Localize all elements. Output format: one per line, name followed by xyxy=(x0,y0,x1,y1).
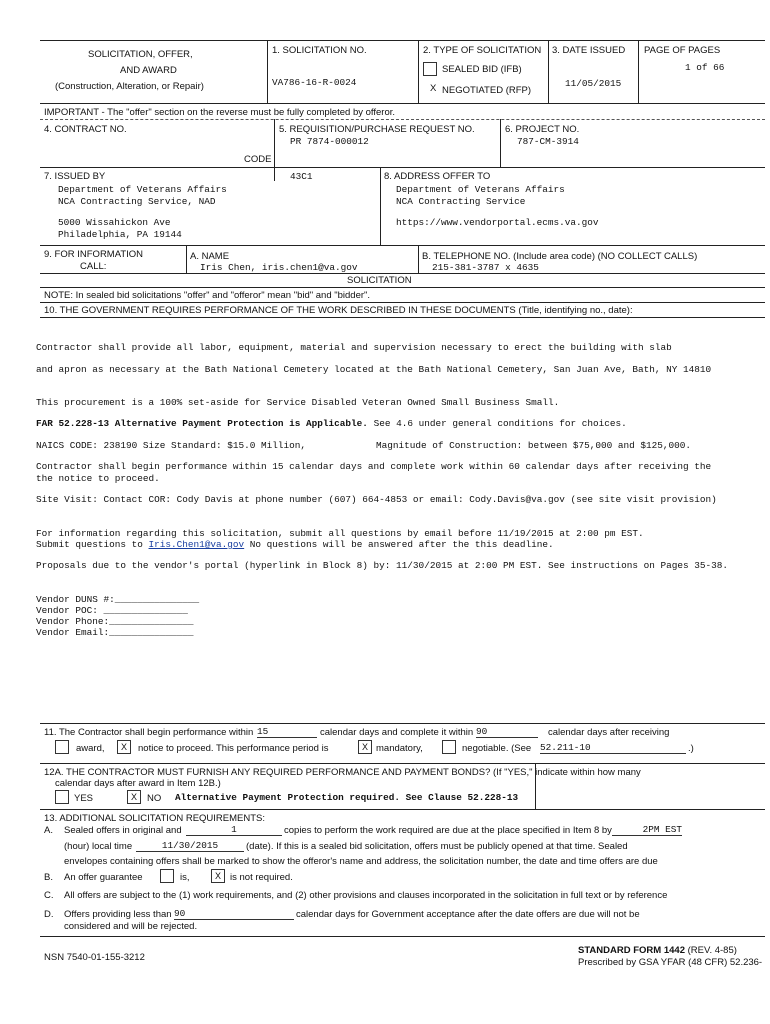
contract-no-label: 4. CONTRACT NO. xyxy=(44,124,127,135)
rule xyxy=(267,40,268,103)
block12a-line1: 12A. THE CONTRACTOR MUST FURNISH ANY REQUIRED PERFORMANCE AND PAYMENT BONDS? (If "YES," indicate within how many xyxy=(44,767,641,778)
questions-paragraph-1: For information regarding this solicitation, submit all questions by email before 11/19/2015 at 2:00 pm EST. xyxy=(36,528,644,539)
requisition-label: 5. REQUISITION/PURCHASE REQUEST NO. xyxy=(279,124,475,135)
block13-a-mid: copies to perform the work required are due at the place specified in Item 8 by xyxy=(284,825,612,836)
rule xyxy=(274,119,275,167)
set-aside-paragraph: This procurement is a 100% set-aside for Service Disabled Veteran Owned Small Business Small. xyxy=(36,397,560,408)
rule xyxy=(40,723,765,724)
issued-by-line2: NCA Contracting Service, NAD xyxy=(58,196,216,207)
telephone-value[interactable]: 215-381-3787 x 4635 xyxy=(432,262,539,273)
vendor-phone-field[interactable]: Vendor Phone:_______________ xyxy=(36,616,194,627)
far-bold-text: FAR 52.228-13 Alternative Payment Protection is Applicable. xyxy=(36,418,368,429)
rule xyxy=(40,40,765,41)
rule xyxy=(274,167,275,181)
scope-paragraph-2: and apron as necessary at the Bath National Cemetery located at the Bath National Cemetery, San Juan Ave, Bath, NY 14810 xyxy=(36,364,712,375)
guarantee-is-checkbox[interactable] xyxy=(160,869,174,883)
page-of-pages-value[interactable]: 1 of 66 xyxy=(685,62,725,73)
rule xyxy=(638,40,639,103)
mandatory-checkbox[interactable]: X xyxy=(358,740,372,754)
info-call-label: 9. FOR INFORMATION xyxy=(44,249,144,260)
block13-a2-pre: (hour) local time xyxy=(64,841,133,852)
requisition-value[interactable]: PR 7874-000012 xyxy=(290,136,369,147)
block11-text-mid: calendar days and complete it within xyxy=(320,727,474,738)
rule xyxy=(380,167,381,245)
award-checkbox[interactable] xyxy=(55,740,69,754)
notice-to-proceed-checkbox[interactable]: X xyxy=(117,740,131,754)
bonds-note: Alternative Payment Protection required. See Clause 52.228-13 xyxy=(175,792,519,803)
negotiated-label: NEGOTIATED (RFP) xyxy=(442,85,532,96)
issued-by-line3: 5000 Wissahickon Ave xyxy=(58,217,171,228)
form-title-line3: (Construction, Alteration, or Repair) xyxy=(55,81,204,92)
solicitation-type-label: 2. TYPE OF SOLICITATION xyxy=(423,45,542,56)
rule xyxy=(548,40,549,103)
block13-heading: 13. ADDITIONAL SOLICITATION REQUIREMENTS: xyxy=(44,813,266,824)
block13-a-letter: A. xyxy=(44,825,53,836)
form-title-line2: AND AWARD xyxy=(120,65,177,76)
date-issued-label: 3. DATE ISSUED xyxy=(552,45,626,56)
rule xyxy=(40,273,765,274)
questions-paragraph-2 xyxy=(36,539,554,550)
block13-b-letter: B. xyxy=(44,872,53,883)
block13-c-text: All offers are subject to the (1) work requirements, and (2) other provisions and clauses incorporated in the solicitation in full text or by reference xyxy=(64,890,668,901)
guarantee-not-label: is not required. xyxy=(230,872,293,883)
rule xyxy=(186,245,187,273)
naics-text: NAICS CODE: 238190 Size Standard: $15.0 Million, xyxy=(36,440,307,451)
questions-email-link[interactable]: Iris.Chen1@va.gov xyxy=(148,539,245,550)
date-issued-value[interactable]: 11/05/2015 xyxy=(565,78,622,89)
award-label: award, xyxy=(76,743,105,754)
rule xyxy=(40,245,765,246)
rule xyxy=(40,317,765,318)
due-time-field[interactable]: 2PM EST xyxy=(612,824,682,836)
guarantee-not-checkbox[interactable]: X xyxy=(211,869,225,883)
negotiated-check-mark[interactable]: X xyxy=(430,83,437,94)
block13-a2-post: (date). If this is a sealed bid solicitation, offers must be publicly opened at that time. Sealed xyxy=(246,841,628,852)
site-visit-paragraph: Site Visit: Contact COR: Cody Davis at phone number (607) 664-4853 or email: Cody.Davis@va.gov (see site visit provision) xyxy=(36,494,717,505)
rule xyxy=(500,119,501,167)
block12a-line2: calendar days after award in Item 12B.) xyxy=(55,778,221,789)
vendor-poc-field[interactable]: Vendor POC: _______________ xyxy=(36,605,188,616)
bonds-yes-checkbox[interactable] xyxy=(55,790,69,804)
copies-field[interactable]: 1 xyxy=(186,824,282,836)
rule xyxy=(40,809,765,810)
prescribed-by: Prescribed by GSA YFAR (48 CFR) 52.236- xyxy=(578,957,763,968)
bonds-no-label: NO xyxy=(147,793,162,804)
far-paragraph xyxy=(36,418,627,429)
block13-a3: envelopes containing offers shall be marked to show the offeror's name and address, the solicitation number, the date and time offers are due xyxy=(64,856,658,867)
see-clause-field[interactable]: 52.211-10 xyxy=(540,742,686,754)
mandatory-label: mandatory, xyxy=(376,743,423,754)
telephone-label: B. TELEPHONE NO. (Include area code) (NO COLLECT CALLS) xyxy=(422,251,698,262)
questions-post: No questions will be answered after the this deadline. xyxy=(244,539,554,550)
info-call-label2: CALL: xyxy=(80,261,107,272)
solicitation-no-label: 1. SOLICITATION NO. xyxy=(272,45,367,56)
block11-text-post: calendar days after receiving xyxy=(548,727,670,738)
proposals-due-paragraph: Proposals due to the vendor's portal (hyperlink in Block 8) by: 11/30/2015 at 2:00 PM EST. See instructions on Pages 35-38. xyxy=(36,560,728,571)
rule xyxy=(535,763,536,809)
vendor-duns-field[interactable]: Vendor DUNS #:_______________ xyxy=(36,594,200,605)
block13-d-letter: D. xyxy=(44,909,54,920)
issued-by-line4: Philadelphia, PA 19144 xyxy=(58,229,182,240)
guarantee-is-label: is, xyxy=(180,872,190,883)
form-title-line1: SOLICITATION, OFFER, xyxy=(88,49,193,60)
bonds-no-checkbox[interactable]: X xyxy=(127,790,141,804)
bid-note: NOTE: In sealed bid solicitations "offer" and "offeror" mean "bid" and "bidder". xyxy=(44,290,371,301)
block10-heading: 10. THE GOVERNMENT REQUIRES PERFORMANCE OF THE WORK DESCRIBED IN THESE DOCUMENTS (Title, identifying no., date): xyxy=(44,305,633,316)
solicitation-heading: SOLICITATION xyxy=(347,275,412,286)
far-rest-text: See 4.6 under general conditions for choices. xyxy=(367,418,627,429)
negotiable-label: negotiable. (See xyxy=(462,743,532,754)
sealed-bid-checkbox[interactable] xyxy=(423,62,437,76)
rule xyxy=(40,763,765,764)
sf-revision: (REV. 4-85) xyxy=(684,945,737,956)
rule xyxy=(40,287,765,288)
vendor-portal-url[interactable]: https://www.vendorportal.ecms.va.gov xyxy=(396,217,599,228)
see-clause-end: .) xyxy=(688,743,694,754)
performance-paragraph-1: Contractor shall begin performance within 15 calendar days and complete work within 60 calendar days after receiving the xyxy=(36,461,712,472)
nsn-number: NSN 7540-01-155-3212 xyxy=(44,952,145,963)
important-notice: IMPORTANT - The "offer" section on the reverse must be fully completed by offeror. xyxy=(44,107,396,118)
block11-text-pre: 11. The Contractor shall begin performance within xyxy=(44,727,254,738)
page-of-pages-label: PAGE OF PAGES xyxy=(644,45,721,56)
contact-name-value[interactable]: Iris Chen, iris.chen1@va.gov xyxy=(200,262,358,273)
address-offer-label: 8. ADDRESS OFFER TO xyxy=(384,171,491,182)
issued-by-code[interactable]: 43C1 xyxy=(290,171,313,182)
scope-paragraph-1: Contractor shall provide all labor, equipment, material and supervision necessary to erect the building with slab xyxy=(36,342,672,353)
issued-by-line1: Department of Veterans Affairs xyxy=(58,184,227,195)
issued-by-label: 7. ISSUED BY xyxy=(44,171,106,182)
sf-number: STANDARD FORM 1442 xyxy=(578,945,685,956)
block13-b-pre: An offer guarantee xyxy=(64,872,143,883)
project-no-label: 6. PROJECT NO. xyxy=(505,124,580,135)
block13-d-pre: Offers providing less than xyxy=(64,909,172,920)
block13-d-post: calendar days for Government acceptance after the date offers are due will not be xyxy=(296,909,640,920)
bonds-yes-label: YES xyxy=(74,793,94,804)
complete-days-field[interactable]: 90 xyxy=(476,726,538,738)
standard-form-id xyxy=(578,945,737,956)
performance-paragraph-2: the notice to proceed. xyxy=(36,473,160,484)
rule xyxy=(418,40,419,103)
address-offer-line1: Department of Veterans Affairs xyxy=(396,184,565,195)
rule xyxy=(40,936,765,937)
rule xyxy=(40,302,765,303)
vendor-email-field[interactable]: Vendor Email:_______________ xyxy=(36,627,194,638)
contact-name-label: A. NAME xyxy=(190,251,230,262)
rule xyxy=(418,245,419,273)
block13-c-letter: C. xyxy=(44,890,54,901)
begin-days-field[interactable]: 15 xyxy=(257,726,317,738)
block13-d2: considered and will be rejected. xyxy=(64,921,198,932)
questions-pre: Submit questions to xyxy=(36,539,149,550)
notice-to-proceed-label: notice to proceed. This performance period is xyxy=(138,743,329,754)
due-date-field[interactable]: 11/30/2015 xyxy=(136,840,244,852)
address-offer-line2: NCA Contracting Service xyxy=(396,196,526,207)
project-no-value[interactable]: 787-CM-3914 xyxy=(517,136,579,147)
negotiable-checkbox[interactable] xyxy=(442,740,456,754)
rule xyxy=(40,167,765,168)
code-label: CODE xyxy=(244,154,272,165)
solicitation-no-value[interactable]: VA786-16-R-0024 xyxy=(272,77,357,88)
rule xyxy=(40,103,765,104)
rule xyxy=(40,119,765,120)
magnitude-text: Magnitude of Construction: between $75,000 and $125,000. xyxy=(376,440,692,451)
block13-a-pre: Sealed offers in original and xyxy=(64,825,182,836)
acceptance-days-field[interactable]: 90 xyxy=(174,908,294,920)
sealed-bid-label: SEALED BID (IFB) xyxy=(442,64,522,75)
